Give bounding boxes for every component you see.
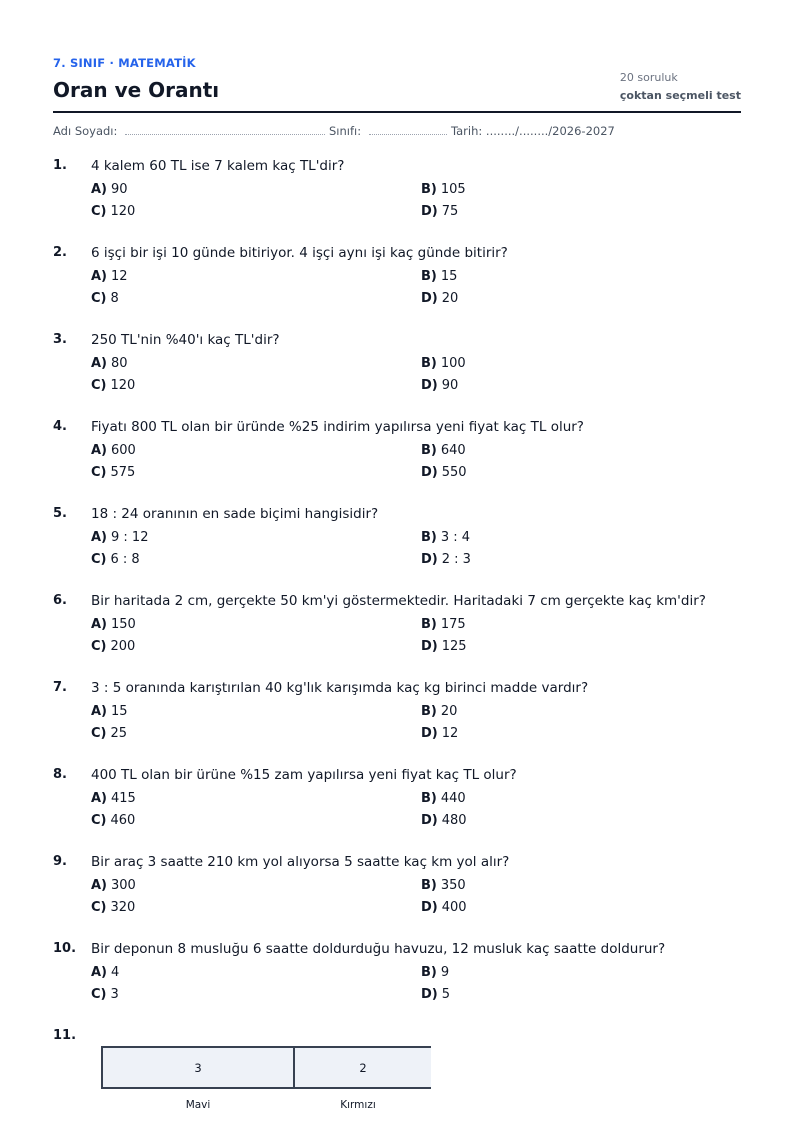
- answer-option[interactable]: [421, 269, 457, 284]
- date-field[interactable]: [451, 124, 615, 138]
- answer-option[interactable]: [421, 617, 466, 632]
- segment-value: 3: [194, 1060, 202, 1075]
- option-value: 550: [441, 465, 467, 480]
- option-value: 90: [441, 378, 459, 393]
- option-letter: D): [421, 900, 438, 915]
- option-value: 20: [440, 704, 458, 719]
- date-label: Tarih:: [451, 124, 483, 138]
- option-value: 12: [111, 269, 128, 284]
- answer-option[interactable]: [421, 639, 467, 654]
- test-type: çoktan seçmeli test: [619, 89, 741, 102]
- question-number: 6.: [53, 593, 67, 608]
- option-value: 80: [111, 356, 128, 371]
- option-letter: C): [91, 552, 107, 567]
- option-value: 9: [440, 965, 450, 980]
- question-text: 6 işçi bir işi 10 günde bitiriyor. 4 işçi aynı işi kaç günde bitirir?: [91, 245, 508, 261]
- option-letter: C): [91, 465, 107, 480]
- option-letter: B): [421, 704, 437, 719]
- option-letter: A): [91, 182, 108, 197]
- option-value: 4: [111, 965, 120, 980]
- option-letter: C): [91, 291, 107, 306]
- option-letter: B): [421, 878, 437, 893]
- question-number: 9.: [53, 854, 67, 869]
- class-field[interactable]: [329, 124, 447, 138]
- header-divider: [53, 111, 741, 113]
- option-letter: D): [421, 813, 438, 828]
- ratio-segment-blue: [101, 1046, 295, 1089]
- option-letter: C): [91, 639, 107, 654]
- question-count: 20 soruluk: [619, 71, 678, 84]
- answer-option[interactable]: [91, 726, 127, 741]
- option-value: 120: [110, 378, 136, 393]
- answer-option[interactable]: [91, 378, 135, 393]
- option-letter: A): [91, 269, 108, 284]
- option-value: 125: [441, 639, 467, 654]
- answer-option[interactable]: [91, 204, 135, 219]
- answer-option[interactable]: [91, 791, 136, 806]
- option-letter: D): [421, 639, 438, 654]
- option-letter: B): [421, 182, 437, 197]
- answer-option[interactable]: [91, 965, 119, 980]
- ratio-segment-red: [293, 1046, 431, 1089]
- option-value: 3 : 4: [440, 530, 471, 545]
- answer-option[interactable]: [421, 878, 466, 893]
- option-value: 3: [110, 987, 119, 1002]
- answer-option[interactable]: [421, 726, 458, 741]
- answer-option[interactable]: [91, 182, 128, 197]
- option-letter: A): [91, 791, 108, 806]
- answer-option[interactable]: [421, 443, 466, 458]
- answer-option[interactable]: [421, 813, 467, 828]
- option-letter: A): [91, 617, 108, 632]
- question-text: 250 TL'nin %40'ı kaç TL'dir?: [91, 332, 280, 348]
- option-letter: D): [421, 204, 438, 219]
- option-letter: A): [91, 530, 108, 545]
- page-title: Oran ve Orantı: [53, 78, 220, 102]
- option-letter: A): [91, 356, 108, 371]
- name-field[interactable]: [53, 124, 325, 138]
- option-value: 400: [441, 900, 467, 915]
- segment-label-blue: Mavi: [185, 1099, 211, 1111]
- question-number: 10.: [53, 941, 77, 956]
- answer-option[interactable]: [91, 639, 135, 654]
- question-text: 3 : 5 oranında karıştırılan 40 kg'lık karışımda kaç kg birinci madde vardır?: [91, 680, 589, 696]
- option-letter: C): [91, 204, 107, 219]
- option-value: 100: [440, 356, 466, 371]
- question-text: 4 kalem 60 TL ise 7 kalem kaç TL'dir?: [91, 158, 345, 174]
- question-number: 2.: [53, 245, 67, 260]
- option-letter: B): [421, 530, 437, 545]
- test-meta: [620, 71, 741, 102]
- answer-option[interactable]: [91, 900, 135, 915]
- option-letter: B): [421, 269, 437, 284]
- answer-option[interactable]: [421, 791, 466, 806]
- option-value: 5: [441, 987, 451, 1002]
- answer-option[interactable]: [421, 552, 471, 567]
- option-value: 25: [110, 726, 128, 741]
- option-value: 2 : 3: [441, 552, 471, 567]
- question-text: Bir araç 3 saatte 210 km yol alıyorsa 5 saatte kaç km yol alır?: [91, 854, 510, 870]
- question-number: 8.: [53, 767, 67, 782]
- question-text: Fiyatı 800 TL olan bir üründe %25 indirim yapılırsa yeni fiyat kaç TL olur?: [91, 419, 584, 435]
- question-text: 18 : 24 oranının en sade biçimi hangisidir?: [91, 506, 379, 522]
- option-value: 575: [110, 465, 136, 480]
- option-letter: D): [421, 552, 438, 567]
- option-letter: B): [421, 617, 437, 632]
- option-value: 6 : 8: [110, 552, 140, 567]
- option-letter: B): [421, 791, 437, 806]
- option-letter: C): [91, 726, 107, 741]
- question-number: 3.: [53, 332, 67, 347]
- answer-option[interactable]: [421, 356, 466, 371]
- option-value: 600: [111, 443, 136, 458]
- option-letter: A): [91, 965, 108, 980]
- answer-option[interactable]: [421, 204, 458, 219]
- option-value: 440: [440, 791, 466, 806]
- option-letter: D): [421, 726, 438, 741]
- option-letter: A): [91, 704, 108, 719]
- answer-option[interactable]: [91, 443, 136, 458]
- option-value: 20: [441, 291, 459, 306]
- answer-option[interactable]: [91, 291, 119, 306]
- answer-option[interactable]: [421, 987, 450, 1002]
- question-text: Bir deponun 8 musluğu 6 saatte doldurduğu havuzu, 12 musluk kaç saatte doldurur?: [91, 941, 666, 957]
- option-value: 75: [441, 204, 459, 219]
- answer-option[interactable]: [91, 269, 128, 284]
- answer-option[interactable]: [421, 182, 466, 197]
- segment-label-red: Kırmızı: [340, 1099, 376, 1111]
- option-letter: C): [91, 378, 107, 393]
- option-value: 200: [110, 639, 136, 654]
- option-value: 90: [111, 182, 128, 197]
- question-number: 7.: [53, 680, 67, 695]
- question-number: 5.: [53, 506, 67, 521]
- option-value: 300: [111, 878, 136, 893]
- question-text: 400 TL olan bir ürüne %15 zam yapılırsa yeni fiyat kaç TL olur?: [91, 767, 517, 783]
- option-value: 480: [441, 813, 467, 828]
- option-value: 12: [441, 726, 459, 741]
- option-value: 320: [110, 900, 136, 915]
- option-value: 640: [440, 443, 466, 458]
- answer-option[interactable]: [91, 530, 148, 545]
- name-label: Adı Soyadı:: [53, 124, 118, 138]
- answer-option[interactable]: [91, 878, 136, 893]
- name-blank: [125, 124, 325, 135]
- option-value: 175: [440, 617, 466, 632]
- option-letter: B): [421, 443, 437, 458]
- option-letter: B): [421, 965, 437, 980]
- option-letter: C): [91, 813, 107, 828]
- option-value: 15: [440, 269, 458, 284]
- answer-option[interactable]: [421, 465, 467, 480]
- option-value: 415: [111, 791, 136, 806]
- subject-label: 7. SINIF · MATEMATİK: [53, 56, 196, 70]
- answer-option[interactable]: [91, 465, 135, 480]
- option-letter: A): [91, 443, 108, 458]
- option-letter: C): [91, 987, 107, 1002]
- question-number: 11.: [53, 1028, 77, 1043]
- answer-option[interactable]: [91, 356, 128, 371]
- class-label: Sınıfı:: [329, 124, 362, 138]
- answer-option[interactable]: [91, 987, 119, 1002]
- answer-option[interactable]: [421, 530, 470, 545]
- question-text: Bir haritada 2 cm, gerçekte 50 km'yi göstermektedir. Haritadaki 7 cm gerçekte kaç km'dir?: [91, 593, 706, 609]
- option-letter: D): [421, 378, 438, 393]
- answer-option[interactable]: [421, 291, 458, 306]
- segment-value: 2: [359, 1060, 367, 1075]
- option-letter: D): [421, 465, 438, 480]
- answer-option[interactable]: [91, 813, 135, 828]
- answer-option[interactable]: [91, 617, 136, 632]
- answer-option[interactable]: [421, 965, 449, 980]
- answer-option[interactable]: [421, 378, 458, 393]
- option-value: 105: [440, 182, 466, 197]
- option-value: 9 : 12: [111, 530, 149, 545]
- class-blank: [369, 124, 447, 135]
- option-letter: B): [421, 356, 437, 371]
- option-value: 350: [440, 878, 466, 893]
- question-number: 4.: [53, 419, 67, 434]
- option-letter: D): [421, 291, 438, 306]
- option-value: 460: [110, 813, 136, 828]
- question-number: 1.: [53, 158, 67, 173]
- option-value: 15: [111, 704, 128, 719]
- option-value: 150: [111, 617, 136, 632]
- option-letter: D): [421, 987, 438, 1002]
- date-value: ......../......../2026-2027: [485, 124, 615, 138]
- option-value: 8: [110, 291, 119, 306]
- option-value: 120: [110, 204, 136, 219]
- answer-option[interactable]: [91, 552, 140, 567]
- answer-option[interactable]: [91, 704, 128, 719]
- answer-option[interactable]: [421, 900, 467, 915]
- answer-option[interactable]: [421, 704, 457, 719]
- option-letter: C): [91, 900, 107, 915]
- option-letter: A): [91, 878, 108, 893]
